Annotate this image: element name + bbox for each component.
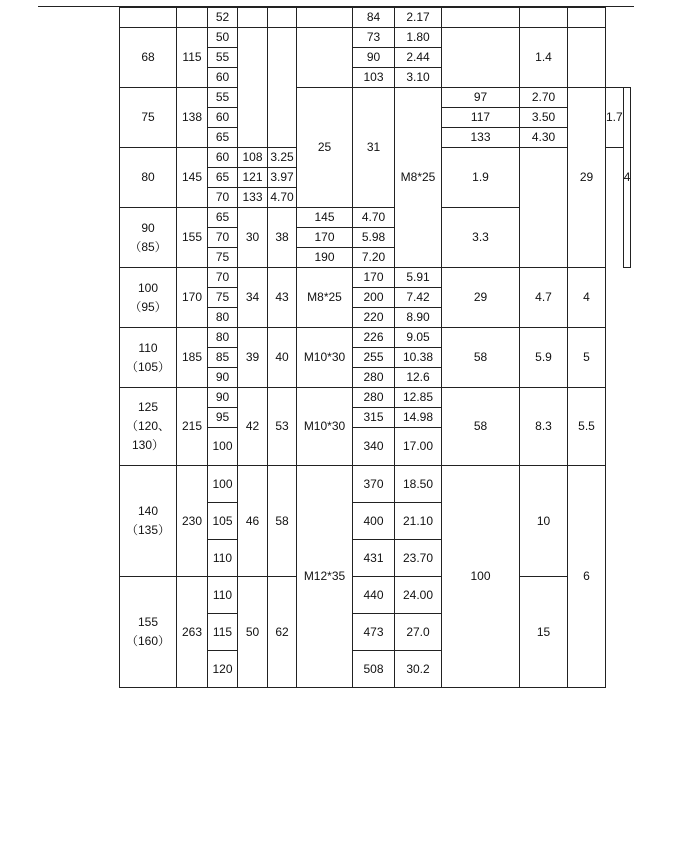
g-cell: 12.85 <box>395 388 442 408</box>
w-cell: 190 <box>297 248 353 268</box>
w-cell: 340 <box>353 428 395 466</box>
n-cell: 29 <box>442 268 520 328</box>
b-dim-cell: 25 <box>297 88 353 208</box>
table-row <box>120 88 631 108</box>
m-cell: 5.5 <box>568 388 606 466</box>
g-cell: 8.90 <box>395 308 442 328</box>
nominal-size-cell <box>120 328 177 388</box>
nominal-size-cell: 68 <box>120 28 177 88</box>
w-cell: 280 <box>353 388 395 408</box>
length-cell: 115 <box>208 614 238 651</box>
g-cell: 27.0 <box>395 614 442 651</box>
w-cell: 280 <box>353 368 395 388</box>
g-cell: 30.2 <box>395 651 442 688</box>
nominal-size-cell: 75 <box>120 88 177 148</box>
a-dim-cell: 263 <box>177 577 208 688</box>
nominal-size-alt: （135） <box>125 523 171 537</box>
length-cell: 70 <box>208 188 238 208</box>
a-dim-cell: 215 <box>177 388 208 466</box>
nominal-size-alt: 130） <box>131 438 165 452</box>
g-cell: 12.6 <box>395 368 442 388</box>
a-dim-cell: 138 <box>177 88 208 148</box>
g-cell: 2.44 <box>395 48 442 68</box>
table-row <box>120 328 631 348</box>
length-cell: 80 <box>208 328 238 348</box>
w-cell: 103 <box>353 68 395 88</box>
w-cell: 90 <box>353 48 395 68</box>
nominal-size-alt: （95） <box>129 299 167 314</box>
g-cell: 4.70 <box>268 188 297 208</box>
k-cell: 10 <box>520 466 568 577</box>
m-cell: 5 <box>568 328 606 388</box>
g-cell: 4.70 <box>353 208 395 228</box>
a-dim-cell <box>177 8 208 28</box>
length-cell: 65 <box>208 208 238 228</box>
w-cell: 255 <box>353 348 395 368</box>
table-row <box>120 268 631 288</box>
w-cell: 97 <box>442 88 520 108</box>
a-dim-cell: 170 <box>177 268 208 328</box>
n-cell: 58 <box>442 328 520 388</box>
b-dim-cell <box>238 8 268 28</box>
b-dim-cell <box>238 28 268 148</box>
w-cell: 73 <box>353 28 395 48</box>
length-cell: 75 <box>208 248 238 268</box>
g-cell: 3.10 <box>395 68 442 88</box>
c-dim-cell: 43 <box>268 268 297 328</box>
b-dim-cell: 46 <box>238 466 268 577</box>
length-cell: 90 <box>208 388 238 408</box>
m-cell: 6 <box>568 466 606 688</box>
g-cell: 21.10 <box>395 503 442 540</box>
k-cell: 4.7 <box>520 268 568 328</box>
w-cell: 226 <box>353 328 395 348</box>
g-cell: 9.05 <box>395 328 442 348</box>
length-cell: 90 <box>208 368 238 388</box>
m-cell <box>568 8 606 28</box>
thread-cell <box>297 8 353 28</box>
w-cell: 170 <box>297 228 353 248</box>
table-row <box>120 577 631 614</box>
k-cell <box>520 8 568 28</box>
length-cell: 60 <box>208 108 238 128</box>
length-cell: 60 <box>208 148 238 168</box>
thread-cell: M12*35 <box>297 466 353 688</box>
w-cell: 370 <box>353 466 395 503</box>
length-cell: 110 <box>208 540 238 577</box>
c-dim-cell: 38 <box>268 208 297 268</box>
length-cell: 70 <box>208 228 238 248</box>
nominal-size: 110 <box>138 340 158 355</box>
g-cell: 17.00 <box>395 428 442 466</box>
c-dim-cell: 31 <box>353 88 395 208</box>
c-dim-cell <box>268 28 297 148</box>
thread-cell: M8*25 <box>395 88 442 268</box>
w-cell: 200 <box>353 288 395 308</box>
nominal-size-cell <box>120 208 177 268</box>
nominal-size: 100 <box>137 280 159 295</box>
m-cell: 4 <box>568 268 606 328</box>
n-cell <box>442 28 520 88</box>
g-cell: 5.98 <box>353 228 395 248</box>
length-cell: 100 <box>208 428 238 466</box>
g-cell: 3.50 <box>520 108 568 128</box>
nominal-size: 90 <box>141 220 155 235</box>
a-dim-cell: 185 <box>177 328 208 388</box>
c-dim-cell: 53 <box>268 388 297 466</box>
b-dim-cell: 30 <box>238 208 268 268</box>
b-dim-cell: 39 <box>238 328 268 388</box>
w-cell: 315 <box>353 408 395 428</box>
w-cell: 108 <box>238 148 268 168</box>
w-cell: 121 <box>238 168 268 188</box>
g-cell: 14.98 <box>395 408 442 428</box>
table-row <box>120 28 631 48</box>
n-cell: 100 <box>442 466 520 688</box>
c-dim-cell: 62 <box>268 577 297 688</box>
nominal-size: 155 <box>137 615 159 629</box>
nominal-size-cell <box>120 577 177 688</box>
w-cell: 170 <box>353 268 395 288</box>
w-cell: 117 <box>442 108 520 128</box>
spec-table <box>119 7 631 688</box>
g-cell: 4.30 <box>520 128 568 148</box>
length-cell: 55 <box>208 88 238 108</box>
w-cell: 508 <box>353 651 395 688</box>
a-dim-cell: 115 <box>177 28 208 88</box>
w-cell: 220 <box>353 308 395 328</box>
a-dim-cell: 230 <box>177 466 208 577</box>
g-cell: 1.80 <box>395 28 442 48</box>
nominal-size-cell: 80 <box>120 148 177 208</box>
nominal-size: 140 <box>137 504 159 518</box>
w-cell: 400 <box>353 503 395 540</box>
b-dim-cell: 34 <box>238 268 268 328</box>
m-cell <box>568 28 606 88</box>
g-cell: 3.97 <box>268 168 297 188</box>
g-cell: 2.17 <box>395 8 442 28</box>
length-cell: 70 <box>208 268 238 288</box>
g-cell: 2.70 <box>520 88 568 108</box>
length-cell: 55 <box>208 48 238 68</box>
length-cell: 110 <box>208 577 238 614</box>
w-cell: 431 <box>353 540 395 577</box>
b-dim-cell: 50 <box>238 577 268 688</box>
nominal-size: 125 <box>137 400 159 414</box>
k-cell: 3.3 <box>442 208 520 268</box>
length-cell: 60 <box>208 68 238 88</box>
c-dim-cell: 40 <box>268 328 297 388</box>
nominal-size-alt: （160） <box>125 634 171 648</box>
g-cell: 18.50 <box>395 466 442 503</box>
nominal-size-alt: （85） <box>129 239 167 254</box>
w-cell: 84 <box>353 8 395 28</box>
nominal-size-alt: （120、 <box>125 419 171 433</box>
thread-cell: M10*30 <box>297 328 353 388</box>
g-cell: 3.25 <box>268 148 297 168</box>
length-cell: 120 <box>208 651 238 688</box>
k-cell: 1.4 <box>520 28 568 88</box>
g-cell: 5.91 <box>395 268 442 288</box>
nominal-size-cell <box>120 388 177 466</box>
table-row <box>120 466 631 503</box>
g-cell: 7.20 <box>353 248 395 268</box>
table-row <box>120 8 631 28</box>
w-cell: 133 <box>442 128 520 148</box>
thread-cell: M8*25 <box>297 268 353 328</box>
length-cell: 50 <box>208 28 238 48</box>
length-cell: 85 <box>208 348 238 368</box>
length-cell: 65 <box>208 128 238 148</box>
table-row <box>120 208 631 228</box>
w-cell: 440 <box>353 577 395 614</box>
k-cell: 5.9 <box>520 328 568 388</box>
w-cell: 133 <box>238 188 268 208</box>
nominal-size-cell <box>120 8 177 28</box>
length-cell: 105 <box>208 503 238 540</box>
b-dim-cell: 42 <box>238 388 268 466</box>
n-cell: 29 <box>568 88 606 268</box>
table-row <box>120 388 631 408</box>
n-cell <box>442 8 520 28</box>
w-cell: 145 <box>297 208 353 228</box>
w-cell: 473 <box>353 614 395 651</box>
length-cell: 65 <box>208 168 238 188</box>
length-cell: 95 <box>208 408 238 428</box>
k-cell: 8.3 <box>520 388 568 466</box>
thread-cell: M10*30 <box>297 388 353 466</box>
k-cell: 15 <box>520 577 568 688</box>
nominal-size-alt: （105） <box>125 359 171 374</box>
length-cell: 80 <box>208 308 238 328</box>
length-cell: 52 <box>208 8 238 28</box>
g-cell: 23.70 <box>395 540 442 577</box>
nominal-size-cell <box>120 268 177 328</box>
length-cell: 100 <box>208 466 238 503</box>
nominal-size-cell <box>120 466 177 577</box>
thread-cell <box>297 28 353 88</box>
length-cell: 75 <box>208 288 238 308</box>
k-cell: 1.9 <box>442 148 520 208</box>
n-cell: 58 <box>442 388 520 466</box>
m-cell: 4 <box>623 88 631 268</box>
g-cell: 7.42 <box>395 288 442 308</box>
c-dim-cell: 58 <box>268 466 297 577</box>
c-dim-cell <box>268 8 297 28</box>
k-cell: 1.7 <box>606 88 624 148</box>
g-cell: 10.38 <box>395 348 442 368</box>
g-cell: 24.00 <box>395 577 442 614</box>
a-dim-cell: 155 <box>177 208 208 268</box>
a-dim-cell: 145 <box>177 148 208 208</box>
